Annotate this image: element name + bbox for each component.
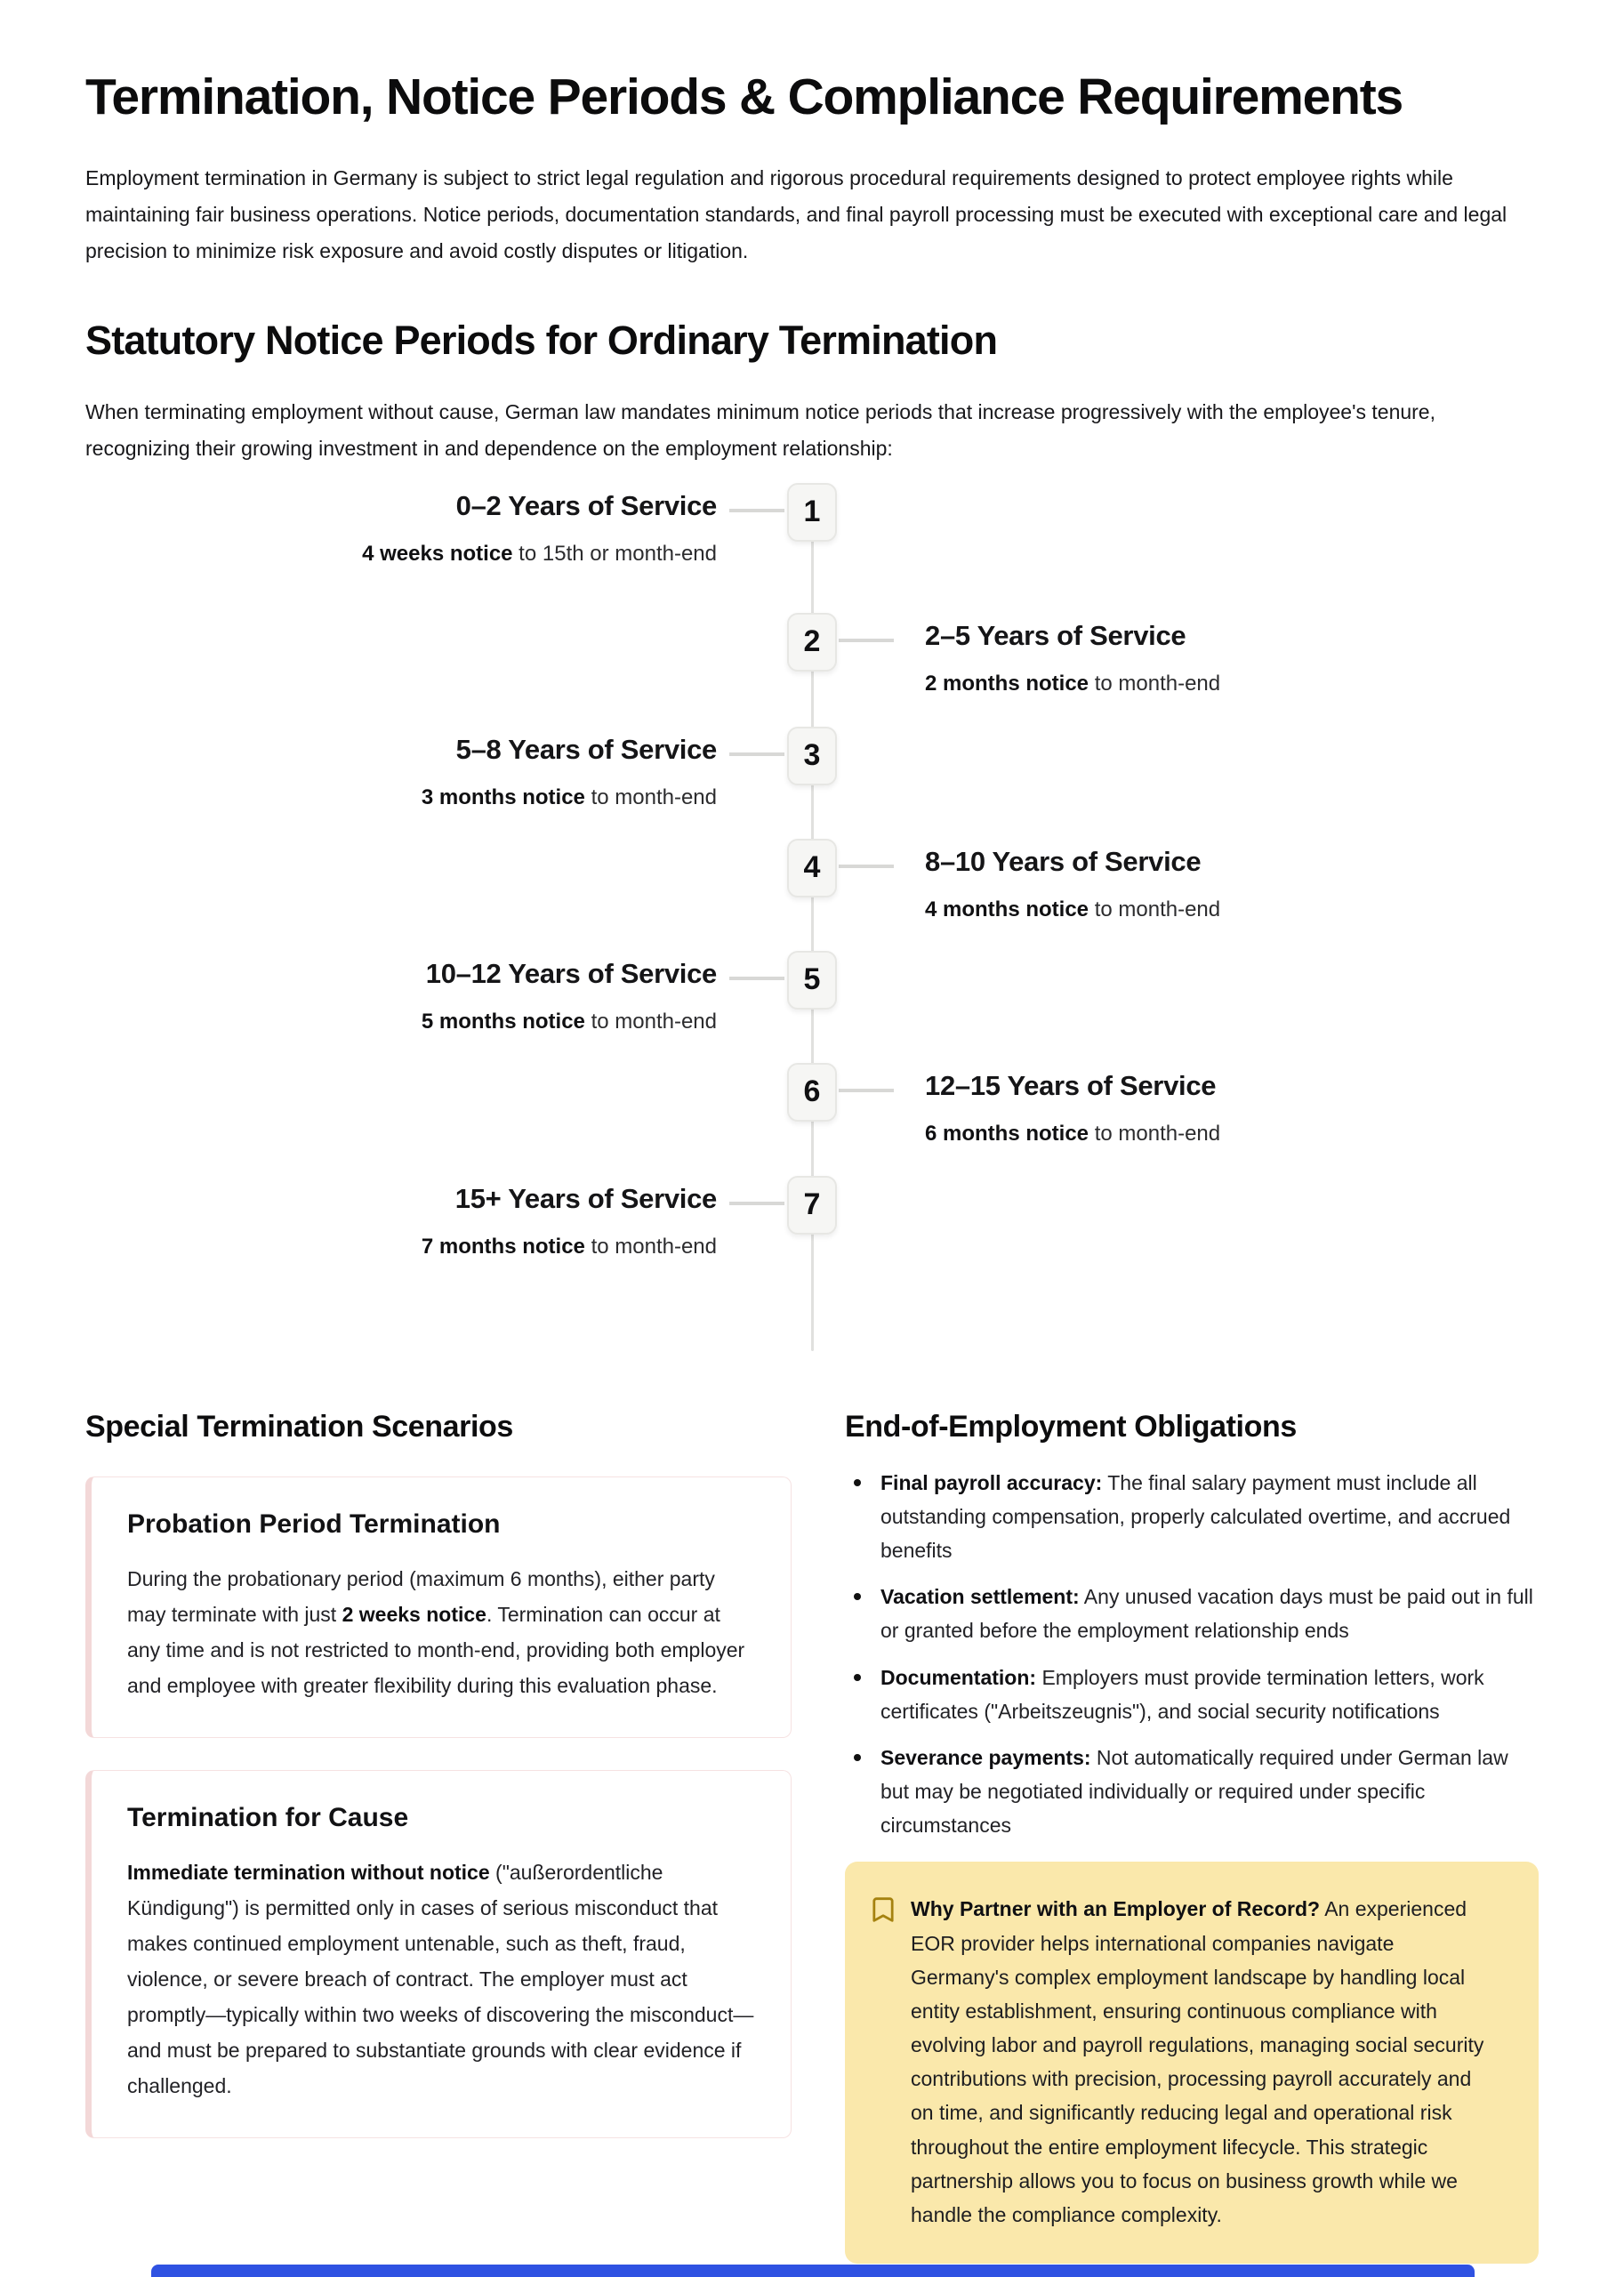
special-scenarios-column [85,1410,792,2138]
obligation-item: Severance payments: Not automatically required under German law but may be negotiated individually or required under specific circumstances [845,1741,1539,1843]
notice-detail: to month-end [1089,1121,1221,1146]
timeline-label [308,1183,717,1259]
step-number-badge: 1 [787,483,837,542]
notice-duration: 2 months notice [925,671,1089,696]
notice-text [925,672,1405,696]
statutory-section-intro: When terminating employment without cause, German law mandates minimum notice periods that increase progressively with the employee's tenure, recognizing their growing investment in and dependence on the employment relationship: [85,399,1435,460]
notice-detail: to month-end [584,784,717,809]
bottom-columns [85,1410,1539,2264]
obligation-item: Final payroll accuracy: The final salary payment must include all outstanding compensation, properly calculated overtime, and accrued benefits [845,1466,1539,1568]
notice-detail: to month-end [584,1009,717,1034]
step-number-badge: 4 [787,839,837,897]
notice-text [925,897,1405,922]
step-number-badge: 3 [787,727,837,785]
obligation-item: Vacation settlement: Any unused vacation days must be paid out in full or granted before the employment relationship ends [845,1580,1539,1647]
notice-duration: 4 months notice [925,897,1089,921]
notice-text [308,542,717,567]
notice-detail: to month-end [1089,671,1221,696]
step-number-badge: 7 [787,1176,837,1235]
step-number-badge: 5 [787,951,837,1010]
timeline-connector-line [729,752,784,756]
callout-text [911,1892,1498,2232]
page-title: Termination, Notice Periods & Compliance Requirements [85,68,1403,125]
bookmark-icon [872,1896,895,1927]
timeline-label [308,734,717,810]
notice-detail: to 15th or month-end [512,541,717,566]
obligation-item: Documentation: Employers must provide termination letters, work certificates ("Arbeitszeugnis"), and social security notifications [845,1661,1539,1728]
step-number-badge: 2 [787,613,837,672]
callout-body: An experienced EOR provider helps international companies navigate Germany's complex employment landscape by handling local entity establishment, ensuring continuous compliance with evolving labor and payroll regulations, managing social security contributions with precision, processing payroll accurately and on time, and significantly reducing legal and operational risk throughout the entire employment lifecycle. This strategic partnership allows you to focus on business growth while we handle the compliance complexity. [911,1897,1484,2226]
obligations-list [845,1466,1539,1843]
years-of-service-label: 2–5 Years of Service [925,619,1186,651]
scenario-card-body: Immediate termination without notice ("außerordentliche Kündigung") is permitted only in cases of serious misconduct that makes continued employment untenable, such as theft, fraud, violence, or severe breach of contract. The employer must act promptly—typically within two weeks of discovering the misconduct—and must be prepared to substantiate grounds with clear evidence if challenged. [127,1860,754,2097]
notice-text [308,1010,717,1034]
notice-detail: to month-end [1089,897,1221,921]
timeline-connector-line [729,977,784,980]
years-of-service-label: 12–15 Years of Service [925,1069,1217,1101]
timeline-label [925,846,1405,922]
years-of-service-label: 10–12 Years of Service [425,957,717,989]
step-number-badge: 6 [787,1063,837,1122]
notice-duration: 7 months notice [421,1234,585,1259]
years-of-service-label: 0–2 Years of Service [455,489,717,521]
notice-periods-timeline [85,487,1539,1387]
timeline-connector-line [839,865,894,868]
notice-duration: 3 months notice [421,784,585,809]
scenario-card-title: Probation Period Termination [127,1509,501,1539]
notice-duration: 4 weeks notice [362,541,513,566]
scenario-card-body: During the probationary period (maximum 6 months), either party may terminate with just 2 weeks notice. Termination can occur at any time and is not restricted to month-end, providing both employer and employee with greater flexibility during this evaluation phase. [127,1566,745,1697]
scenario-cards [85,1476,792,2138]
timeline-label [308,958,717,1034]
scenario-card-title: Termination for Cause [127,1802,409,1832]
timeline-label [925,620,1405,696]
obligations-column [845,1410,1539,2264]
timeline-connector-line [729,509,784,512]
notice-duration: 5 months notice [421,1009,585,1034]
years-of-service-label: 15+ Years of Service [454,1182,717,1214]
callout-lead: Why Partner with an Employer of Record? [911,1897,1321,1921]
eor-callout [845,1862,1539,2264]
notice-detail: to month-end [584,1234,717,1259]
notice-text [925,1122,1405,1147]
timeline-connector-line [839,1089,894,1092]
years-of-service-label: 5–8 Years of Service [455,733,717,765]
timeline-label [925,1070,1405,1147]
footer-accent-bar [151,2265,1475,2277]
notice-text [308,785,717,810]
statutory-section-heading: Statutory Notice Periods for Ordinary Termination [85,317,998,363]
obligations-heading: End-of-Employment Obligations [845,1409,1297,1444]
scenario-card [85,1476,792,1738]
special-scenarios-heading: Special Termination Scenarios [85,1409,513,1444]
timeline-connector-line [839,639,894,642]
scenario-card [85,1770,792,2138]
notice-duration: 6 months notice [925,1121,1089,1146]
intro-paragraph: Employment termination in Germany is subject to strict legal regulation and rigorous procedural requirements designed to protect employee rights while maintaining fair business operations. Notice periods, documentation standards, and final payroll processing must be executed with exceptional care and legal precision to minimize risk exposure and avoid costly disputes or litigation. [85,166,1507,262]
timeline-label [308,490,717,567]
years-of-service-label: 8–10 Years of Service [925,845,1202,877]
timeline-connector-line [729,1202,784,1205]
notice-text [308,1235,717,1259]
